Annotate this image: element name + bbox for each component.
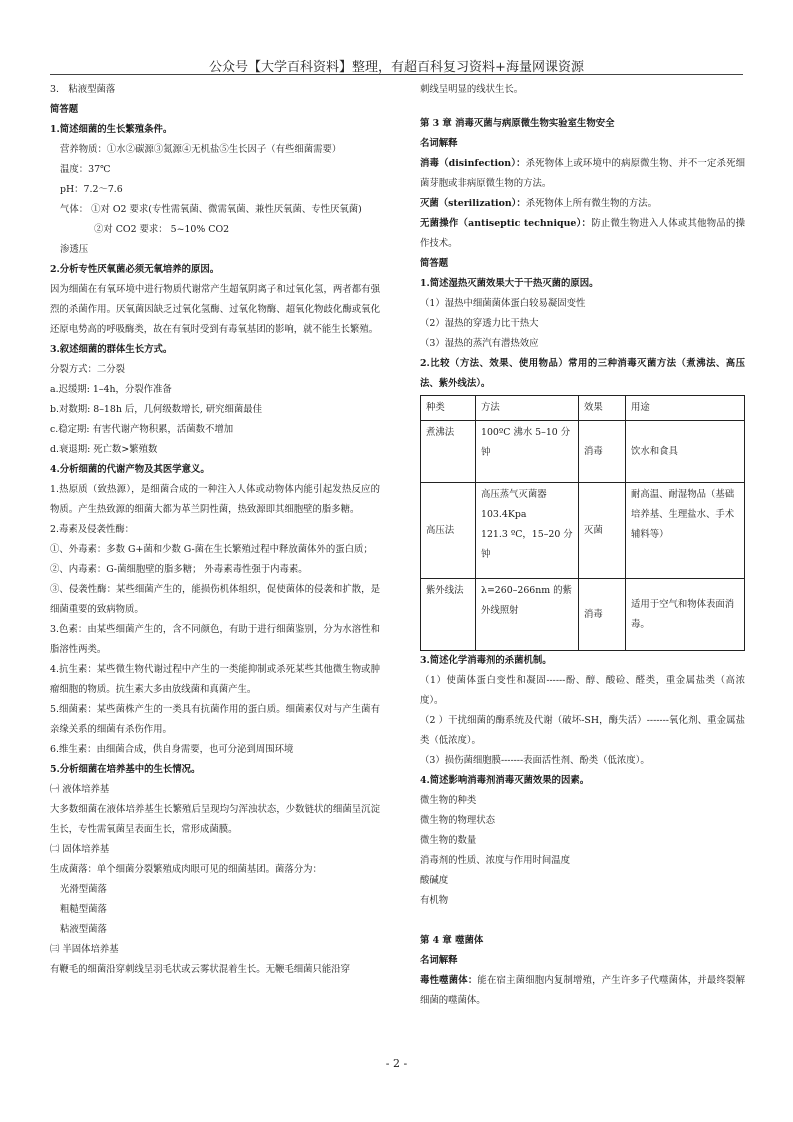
definition-text: 防止微生物进入人体或其他物品的操作技术。 [420,218,745,249]
question-heading: 1.简述湿热灭菌效果大于干热灭菌的原因。 [420,278,599,289]
text-line: 有鞭毛的细菌沿穿刺线呈羽毛状或云雾状混着生长。无鞭毛细菌只能沿穿 [50,964,351,975]
text-line: ㈠ 液体培养基 [50,784,110,795]
text-line: 微生物的种类 [420,795,477,806]
text-line: 6.维生素：由细菌合成，供自身需要，也可分泌到周围环境 [50,744,294,755]
text-line: ㈢ 半固体培养基 [50,944,119,955]
text-line: 酸碱度 [420,875,449,886]
section-heading: 简答题 [50,104,79,115]
table-cell: 煮沸法 [421,421,476,483]
table-header-cell: 用途 [626,396,745,421]
paragraph: 5.细菌素：某些菌株产生的一类具有抗菌作用的蛋白质。细菌素仅对与产生菌有亲缘关系的细菌有杀伤作用。 [50,704,380,735]
text-line: 营养物质：①水②碳源③氮源④无机盐⑤生长因子（有些细菌需要） [60,144,342,155]
table-header-cell: 方法 [476,396,579,421]
paragraph: 大多数细菌在液体培养基生长繁殖后呈现均匀浑浊状态，少数链状的细菌呈沉淀生长，专性需氧菌呈表面生长，常形成菌膜。 [50,804,380,835]
paragraph: 1.热原质（致热源），是细菌合成的一种注入人体或动物体内能引起发热反应的物质。产生热致源的细菌大都为革兰阴性菌，热致源即其细胞壁的脂多糖。 [50,484,380,515]
table-cell: 高压法 [421,483,476,579]
table-cell: 饮水和食具 [626,421,745,483]
cell-line: 121.3 ºC，15–20 分钟 [481,529,573,560]
question-heading: 3.叙述细菌的群体生长方式。 [50,344,173,355]
text-line: 光滑型菌落 [60,884,107,895]
text-line: b.对数期: 8–18h 后，几何级数增长, 研究细菌最佳 [50,404,263,415]
left-column [50,80,380,980]
definition-text: 杀死物体上或环境中的病原微生物、并不一定杀死细菌芽胞或非病原微生物的方法。 [420,158,745,189]
paragraph: ③、侵袭性酶：某些细菌产生的，能损伤机体组织，促使菌体的侵袭和扩散，是细菌重要的致病物质。 [50,584,380,615]
definition-text: 杀死物体上所有微生物的方法。 [525,198,658,209]
chapter-heading: 第 4 章 噬菌体 [420,935,484,946]
text-line: ①、外毒素：多数 G+菌和少数 G-菌在生长繁殖过程中释放菌体外的蛋白质； [50,544,373,555]
text-line: 微生物的数量 [420,835,477,846]
table-cell: 消毒 [579,421,626,483]
text-line: 消毒剂的性质、浓度与作用时间温度 [420,855,571,866]
definition [420,194,745,214]
paragraph: 4.抗生素：某些微生物代谢过程中产生的一类能抑制或杀死某些其他微生物或肿瘤细胞的物质。抗生素大多由放线菌和真菌产生。 [50,664,380,695]
text-line: 气体： ①对 O2 要求(专性需氧菌、微需氧菌、兼性厌氧菌、专性厌氧菌) [60,204,362,215]
page-header: 公众号【大学百科资料】整理，有超百科复习资料+海量网课资源 [209,60,584,75]
text-line: 微生物的物理状态 [420,815,496,826]
chapter-heading: 第 3 章 消毒灭菌与病原微生物实验室生物安全 [420,118,615,129]
table-row [421,421,745,483]
question-heading: 1.简述细菌的生长繁殖条件。 [50,124,173,135]
definition-text: 能在宿主菌细胞内复制增殖，产生许多子代噬菌体，并最终裂解细菌的噬菌体。 [420,975,745,1006]
term: 无菌操作（antiseptic technique）： [420,218,592,229]
text-line: d.衰退期: 死亡数>繁殖数 [50,444,158,455]
paragraph: 3.色素：由某些细菌产生的，含不同颜色，有助于进行细菌鉴别，分为水溶性和脂溶性两类。 [50,624,380,655]
table-header-cell: 种类 [421,396,476,421]
term: 灭菌（sterilization）： [420,198,526,209]
table-row [421,483,745,579]
text-line: （3）湿热的蒸汽有潜热效应 [420,338,539,349]
paragraph: （1）使菌体蛋白变性和凝固------酚、醇、酸硷、醛类，重金属盐类（高浓度）。 [420,675,745,706]
text-line: 2.毒素及侵袭性酶： [50,524,134,535]
table-cell: 紫外线法 [421,579,476,651]
table-cell: λ=260–266nm 的紫外线照射 [476,579,579,651]
page-number: - 2 - [385,1057,408,1070]
text-line: c.稳定期: 有害代谢产物积累，活菌数不增加 [50,424,234,435]
question-heading: 3.简述化学消毒剂的杀菌机制。 [420,655,552,666]
question-heading: 4.分析细菌的代谢产物及其医学意义。 [50,464,210,475]
text-line: 刺线呈明显的线状生长。 [420,84,524,95]
text-line: 3. 粘液型菌落 [50,84,116,95]
text-line: 渗透压 [60,244,89,255]
text-line: pH：7.2～7.6 [60,184,123,195]
term: 消毒（disinfection）： [420,158,526,169]
paragraph: 因为细菌在有氧环境中进行物质代谢常产生超氧阴离子和过氧化氢，两者都有强烈的杀菌作用。厌氧菌因缺乏过氧化氢酶、过氧化物酶、超氧化物歧化酶或氧化还原电势高的呼吸酶类，故在有氧时受到有毒氧基团的影响，就不能生长繁殖。 [50,284,380,335]
question-heading: 4.简述影响消毒剂消毒灭菌效果的因素。 [420,775,590,786]
question-heading: 2.分析专性厌氧菌必须无氧培养的原因。 [50,264,220,275]
text-line: ②对 CO2 要求： 5~10% CO2 [94,224,230,235]
text-line: ②、内毒素：G-菌细胞壁的脂多糖； 外毒素毒性强于内毒素。 [50,564,308,575]
section-heading: 名词解释 [420,955,458,966]
table-cell: 消毒 [579,579,626,651]
text-line: 粗糙型菌落 [60,904,107,915]
text-line: （2）湿热的穿透力比干热大 [420,318,539,329]
definition [420,154,745,194]
question-heading: 2.比较（方法、效果、使用物品）常用的三种消毒灭菌方法（煮沸法、高压法、紫外线法）。 [420,358,745,389]
cell-line: 高压蒸气灭菌器 [481,489,547,500]
definition [420,214,745,254]
table-cell: 灭菌 [579,483,626,579]
text-line: （1）湿热中细菌菌体蛋白较易凝固变性 [420,298,586,309]
cell-line: 103.4Kpa [481,509,527,520]
right-column [420,80,745,1011]
header-rule [50,74,743,75]
section-heading: 简答题 [420,258,449,269]
text-line: 温度：37℃ [60,164,111,175]
table-header-cell: 效果 [579,396,626,421]
text-line: 粘液型菌落 [60,924,107,935]
section-heading: 名词解释 [420,138,458,149]
table-row [421,579,745,651]
text-line: 分裂方式：二分裂 [50,364,126,375]
text-line: ㈡ 固体培养基 [50,844,110,855]
paragraph: （2 ）干扰细菌的酶系统及代谢（破坏-SH，酶失活）-------氧化剂、重金属盐类（低浓度）。 [420,715,745,746]
table-header-row [421,396,745,421]
table-cell [476,483,579,579]
text-line: 生成菌落：单个细菌分裂繁殖成肉眼可见的细菌基团。菌落分为： [50,864,322,875]
table-cell: 耐高温、耐湿物品（基础培养基、生理盐水、手术辅料等） [626,483,745,579]
sterilization-methods-table [420,395,745,651]
definition [420,971,745,1011]
text-line: （3）损伤菌细胞膜-------表面活性剂、酚类（低浓度）。 [420,755,650,766]
table-cell: 100ºC 沸水 5–10 分钟 [476,421,579,483]
term: 毒性噬菌体： [420,975,478,986]
question-heading: 5.分析细菌在培养基中的生长情况。 [50,764,201,775]
text-line: 有机物 [420,895,449,906]
table-cell: 适用于空气和物体表面消毒。 [626,579,745,651]
text-line: a.迟缓期: 1–4h，分裂作准备 [50,384,172,395]
